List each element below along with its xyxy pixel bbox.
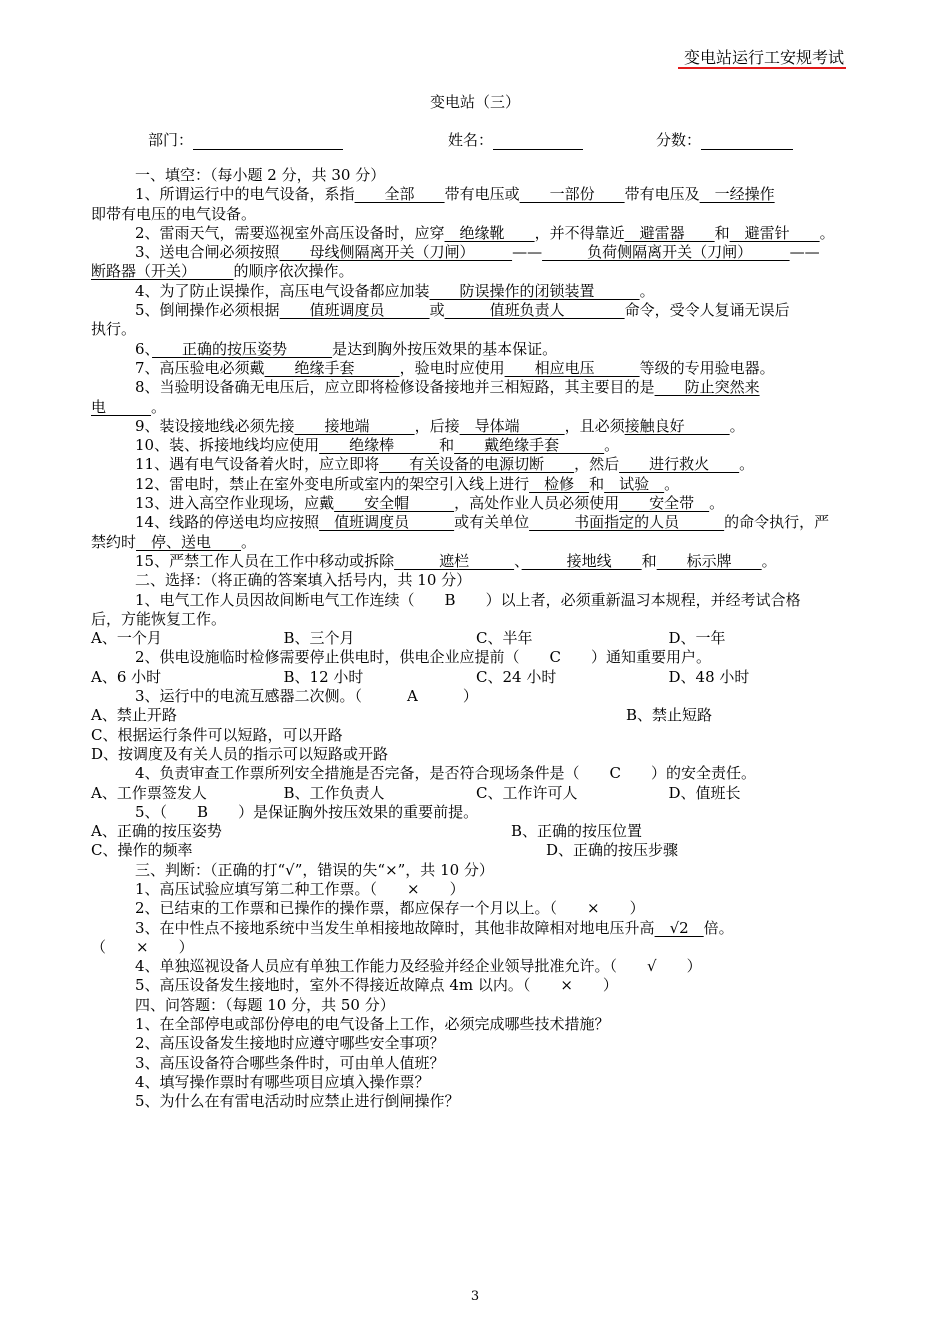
section-qa-heading: 四、问答题：（每题 10 分，共 50 分） [135, 995, 395, 1014]
page-title: 变电站（三） [429, 93, 520, 111]
fill-question-2: 2、雷雨天气，需要巡视室外高压设备时，应穿 绝缘靴 ，并不得靠近 避雷器 和 避雷针 。 [135, 223, 835, 242]
judge-question-1: 1、高压试验应填写第二种工作票。（ × ） [135, 879, 465, 898]
judge-question-2: 2、已结束的工作票和已操作的操作票，都应保存一个月以上。（ × ） [135, 899, 645, 918]
answer: 停、送电 [136, 532, 242, 551]
fill-question-6: 6、 正确的按压姿势 是达到胸外按压效果的基本保证。 [135, 339, 558, 358]
answer: 书面指定的人员 [529, 513, 725, 532]
section-fill-in-heading: 一、填空：（每小题 2 分，共 30 分） [135, 166, 386, 184]
qa-question-5: 5、为什么在有雷电活动时应禁止进行倒闸操作？ [135, 1092, 460, 1111]
name-blank [493, 134, 583, 150]
option: D、按调度及有关人员的指示可以短路或开路 [91, 744, 389, 763]
choice-2-options [91, 668, 861, 687]
fill-question-4: 4、为了防止误操作，高压电气设备都应加装 防误操作的闭锁装置 。 [135, 281, 655, 300]
fill-question-3-cont: 断路器（开关） 的顺序依次操作。 [91, 262, 354, 281]
choice-question-4: 4、负责审查工作票所列安全措施是否完备，是否符合现场条件是（ C ）的安全责任。 [135, 764, 757, 783]
answer: 值班调度员 [319, 513, 455, 532]
judge-question-3-cont: （ × ） [91, 937, 194, 956]
section-judge-heading: 三、判断：（正确的打“√”，错误的失“×”，共 10 分） [135, 860, 494, 879]
option: D、值班长 [668, 783, 741, 802]
page-number: 3 [470, 1289, 480, 1304]
answer: 接触良好 [624, 416, 730, 435]
option: D、正确的按压步骤 [546, 841, 679, 860]
answer: 相应电压 [504, 358, 640, 377]
option: C、半年 [476, 629, 533, 648]
name-label: 姓名： [448, 131, 494, 149]
fill-question-11: 11、遇有电气设备着火时，应立即将 有关设备的电源切断 ，然后 进行救火 。 [135, 455, 755, 474]
option: B、禁止短路 [626, 706, 713, 725]
answer: 进行救火 [619, 455, 740, 474]
qa-question-3: 3、高压设备符合哪些条件时，可由单人值班？ [135, 1053, 445, 1072]
qa-question-2: 2、高压设备发生接地时应遵守哪些安全事项？ [135, 1034, 445, 1053]
answer: 绝缘棒 [319, 436, 440, 455]
fill-question-15: 15、严禁工作人员在工作中移动或拆除 遮栏 、 接地线 和 标示牌 。 [135, 551, 777, 570]
option: B、正确的按压位置 [511, 822, 643, 841]
choice-question-1-cont: 后，方能恢复工作。 [91, 609, 227, 628]
option: A、禁止开路 [91, 706, 177, 725]
judge-question-5: 5、高压设备发生接地时，室外不得接近故障点 4m 以内。（ × ） [135, 976, 618, 995]
answer: 检修 [529, 474, 590, 493]
answer: 电 [91, 397, 152, 416]
fill-question-1-cont: 即带有电压的电气设备。 [91, 204, 257, 223]
fill-question-8-cont: 电 。 [91, 397, 167, 416]
score-label: 分数： [656, 131, 702, 149]
answer: 负荷侧隔离开关（刀闸） [542, 243, 790, 262]
option: A、6 小时 [91, 667, 162, 686]
section-choice-heading: 二、选择：（将正确的答案填入括号内，共 10 分） [135, 571, 472, 590]
answer: 接地端 [294, 416, 415, 435]
option: B、12 小时 [283, 667, 364, 686]
option: A、正确的按压姿势 [91, 822, 222, 841]
fill-question-5-cont: 执行。 [91, 320, 137, 339]
header-underline [678, 67, 846, 69]
fill-question-8: 8、当验明设备确无电压后，应立即将检修设备接地并三相短路，其主要目的是 防止突然来 [135, 378, 760, 397]
answer: 正确的按压姿势 [152, 339, 333, 358]
answer: 标示牌 [656, 551, 762, 570]
answer: 值班调度员 [279, 301, 430, 320]
option: C、工作许可人 [476, 783, 578, 802]
department-field [148, 129, 343, 150]
fill-question-9: 9、装设接地线必须先接 接地端 ，后接 导体端 ，且必须接触良好 。 [135, 416, 745, 435]
score-blank [701, 134, 793, 150]
answer: 绝缘靴 [444, 223, 535, 242]
choice-5-options-cd [91, 841, 861, 860]
option: C、操作的频率 [91, 841, 193, 860]
answer: √2 [654, 918, 704, 937]
answer: 母线侧隔离开关（刀闸） [279, 243, 513, 262]
fill-question-3: 3、送电合闸必须按照 母线侧隔离开关（刀闸） —— 负荷侧隔离开关（刀闸） —— [135, 243, 820, 262]
fill-question-7: 7、高压验电必须戴 绝缘手套 ，验电时应使用 相应电压 等级的专用验电器。 [135, 358, 775, 377]
answer: 避雷器 [624, 223, 715, 242]
judge-question-4: 4、单独巡视设备人员应有单独工作能力及经验并经企业领导批准允许。（ √ ） [135, 957, 702, 976]
qa-question-1: 1、在全部停电或部份停电的电气设备上工作，必须完成哪些技术措施？ [135, 1015, 610, 1034]
answer: 遮栏 [394, 551, 515, 570]
judge-question-3: 3、在中性点不接地系统中当发生单相接地故障时，其他非故障相对地电压升高 √2 倍。 [135, 918, 734, 937]
answer: 绝缘手套 [264, 358, 400, 377]
fill-question-5: 5、倒闸操作必须根据 值班调度员 或 值班负责人 命令，受令人复诵无误后 [135, 301, 790, 320]
qa-question-4: 4、填写操作票时有哪些项目应填入操作票？ [135, 1072, 430, 1091]
answer: 一经操作 [699, 185, 775, 204]
choice-3-options-ab [91, 706, 861, 725]
option: C、24 小时 [476, 667, 557, 686]
department-label: 部门： [148, 131, 194, 149]
exam-content [91, 166, 861, 1112]
answer: 值班负责人 [444, 301, 625, 320]
page-header: 变电站运行工安规考试 [683, 48, 844, 67]
option: D、一年 [668, 629, 726, 648]
fill-question-14: 14、线路的停送电均应按照 值班调度员 或有关单位 书面指定的人员 的命令执行，严 [135, 513, 830, 532]
fill-question-13: 13、进入高空作业现场，应戴 安全帽 ，高处作业人员必须使用 安全带 。 [135, 494, 725, 513]
choice-1-options [91, 629, 861, 648]
answer: 防止突然来 [654, 378, 760, 397]
choice-question-5: 5、（ B ）是保证胸外按压效果的重要前提。 [135, 802, 479, 821]
option: A、一个月 [91, 629, 162, 648]
fill-question-1: 1、所谓运行中的电气设备，系指 全部 带有电压或 一部份 带有电压及 一经操作 [135, 185, 775, 204]
name-field [448, 129, 583, 150]
score-field [656, 129, 793, 150]
answer: 避雷针 [729, 223, 820, 242]
department-blank [193, 134, 343, 150]
fill-question-12: 12、雷电时，禁止在室外变电所或室内的架空引入线上进行 检修 和 试验 。 [135, 474, 680, 493]
answer: 防误操作的闭锁装置 [429, 281, 640, 300]
choice-question-3: 3、运行中的电流互感器二次侧。（ A ） [135, 687, 478, 706]
option: B、工作负责人 [283, 783, 385, 802]
answer: 安全带 [619, 494, 710, 513]
answer: 一部份 [519, 185, 625, 204]
option: B、三个月 [283, 629, 355, 648]
answer: 接地线 [521, 551, 642, 570]
fill-question-14-cont: 禁约时 停、送电 。 [91, 532, 257, 551]
choice-question-2: 2、供电设施临时检修需要停止供电时，供电企业应提前（ C ）通知重要用户。 [135, 648, 712, 667]
answer: 有关设备的电源切断 [379, 455, 575, 474]
choice-5-options-ab [91, 822, 861, 841]
fill-question-10: 10、装、拆接地线均应使用 绝缘棒 和 戴绝缘手套 。 [135, 436, 620, 455]
answer: 安全帽 [334, 494, 455, 513]
choice-question-1: 1、电气工作人员因故间断电气工作连续（ B ）以上者，必须重新温习本规程，并经考试合格 [135, 590, 801, 609]
choice-4-options [91, 784, 861, 803]
answer: 导体端 [459, 416, 565, 435]
answer: 断路器（开关） [91, 262, 234, 281]
answer: 试验 [604, 474, 665, 493]
answer: 戴绝缘手套 [454, 436, 605, 455]
answer: 全部 [354, 185, 445, 204]
option: C、根据运行条件可以短路，可以开路 [91, 725, 343, 744]
option: D、48 小时 [668, 667, 750, 686]
option: A、工作票签发人 [91, 783, 207, 802]
